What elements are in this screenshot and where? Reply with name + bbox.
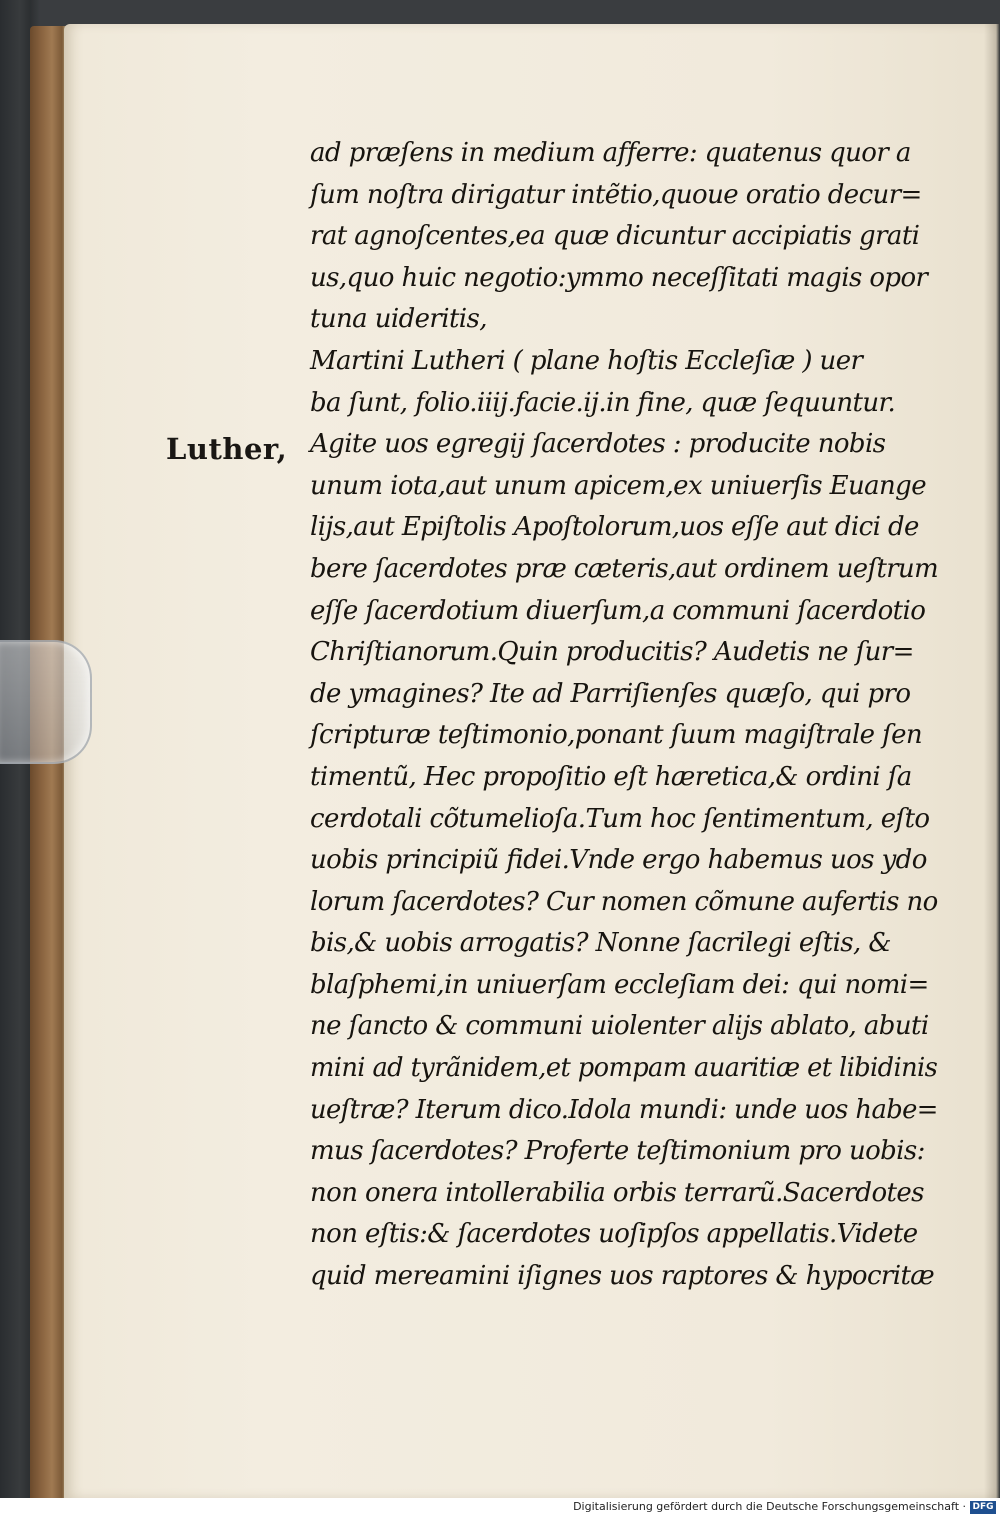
text-line: ad præſens in medium afferre: quatenus quor a [310,138,911,168]
text-line: ueſtræ? Iterum dico.Idola mundi: unde uos habe= [310,1094,938,1125]
text-line: ba ſunt, folio.iiij.facie.ij.in fine, quæ ſequuntur. [310,387,896,418]
dfg-logo: DFG [970,1501,996,1514]
text-line: Martini Lutheri ( plane hoſtis Eccleſiæ ) uer [310,345,863,376]
text-line: mus ſacerdotes? Proferte teſtimonium pro uobis: [310,1136,925,1167]
text-line: mini ad tyrãnidem,et pompam auaritiæ et libidinis [310,1053,938,1084]
text-line: eſſe ſacerdotium diuerſum,a communi ſacerdotio [310,595,926,626]
text-line: lorum ſacerdotes? Cur nomen cõmune aufertis no [310,886,938,917]
text-line: quid mereamini iſignes uos raptores & hypocritæ [310,1261,935,1292]
text-line: de ymagines? Ite ad Parriſienſes quæſo, qui pro [310,678,911,709]
text-line: Chriſtianorum.Quin producitis? Audetis ne ſur= [310,637,914,668]
text-line: blaſphemi,in uniuerſam eccleſiam dei: qui nomi= [310,969,929,1000]
text-line: bere ſacerdotes præ cæteris,aut ordinem ueſtrum [310,553,939,584]
text-line: bis,& uobis arrogatis? Nonne ſacrilegi eſtis, & [310,928,891,959]
main-text-block [310,133,938,1298]
text-line: rat agnoſcentes,ea quæ dicuntur accipiatis grati [310,221,920,252]
text-line: cerdotali cõtumelioſa.Tum hoc ſentimentum, eſto [310,803,930,834]
footer-bar [0,1498,1000,1518]
text-line: Agite uos egregij ſacerdotes : producite nobis [310,429,886,460]
text-line: unum iota,aut unum apicem,ex uniuerſis Euange [310,470,927,501]
text-line: timentũ, Hec propoſitio eſt hæretica,& ordini ſa [310,761,912,792]
text-line: us,quo huic negotio:ymmo neceſſitati magis opor [310,262,928,293]
text-line: tuna uideritis, [310,304,487,335]
marginal-note: Luther, [166,432,288,466]
text-line: uobis principiũ fidei.Vnde ergo habemus uos ydo [310,845,927,876]
text-line: lijs,aut Epiſtolis Apoſtolorum,uos eſſe aut dici de [310,512,919,543]
text-line: ſum noſtra dirigatur intẽtio,quoue oratio decur= [310,179,922,210]
page-right-edge [984,24,1000,1498]
footer-credit: Digitalisierung gefördert durch die Deutsche Forschungsgemeinschaft · [573,1500,966,1513]
text-line: ne ſancto & communi uiolenter alijs ablato, abuti [310,1011,929,1042]
text-line: non onera intollerabilia orbis terrarũ.Sacerdotes [310,1177,924,1208]
text-line: ſcripturæ teſtimonio,ponant ſuum magiſtrale ſen [310,720,923,751]
page-clip [0,640,92,764]
text-line: non eſtis:& ſacerdotes uoſipſos appellatis.Videte [310,1219,918,1250]
